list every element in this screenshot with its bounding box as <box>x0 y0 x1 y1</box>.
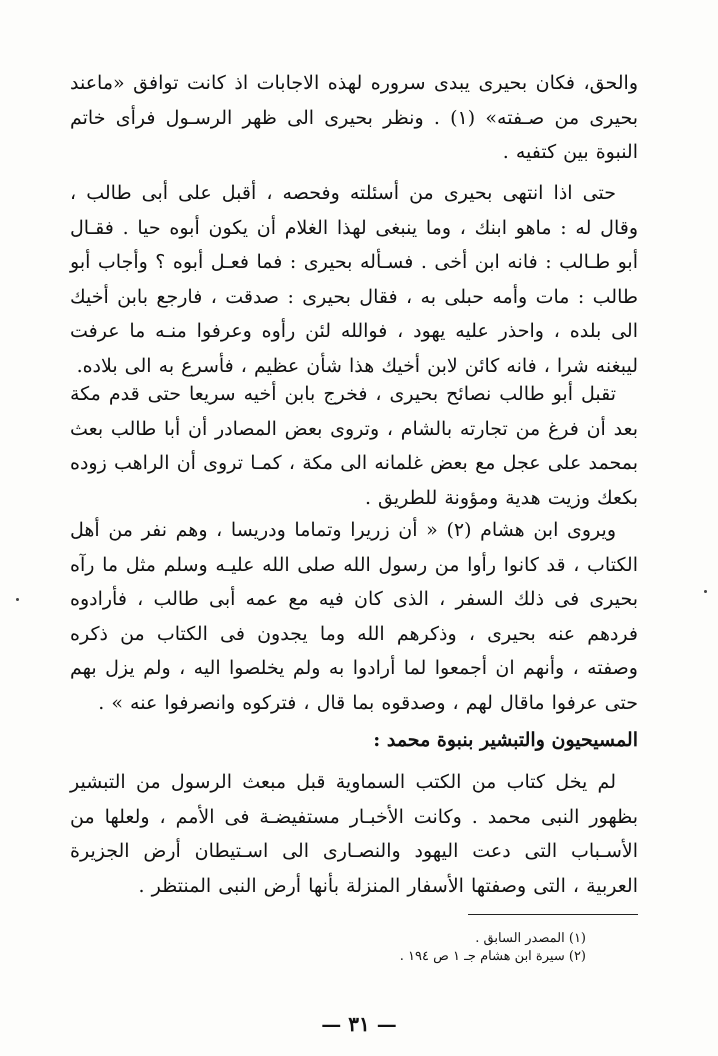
paragraph-5-text: لم يخل كتاب من الكتب السماوية قبل مبعث الرسول من التبشير بظهور النبى محمد . وكانت الأخبـار مستفيضـة فى الأمم ، ولعلها من الأسـباب التى دعت اليهود والنصـارى الى اسـتيطان أرض الجزيرة العربية ، التى وصفتها الأسفار المنزلة بأنها أرض النبى المنتظر . <box>70 771 638 897</box>
scan-speck <box>704 590 707 593</box>
footnote-divider <box>468 914 638 915</box>
paragraph-2 <box>70 176 638 384</box>
paragraph-3 <box>70 377 638 515</box>
paragraph-1: والحق، فكان بحيرى يبدى سروره لهذه الاجابات اذ كانت توافق «ماعند بحيرى من صـفته» (١) . ونظر بحيرى الى ظهر الرسـول فرأى خاتم النبوة بين كتفيه . <box>70 72 638 164</box>
page-number: — ٣١ — <box>321 1012 397 1036</box>
footnote-2: (٢) سيرة ابن هشام جـ ١ ص ١٩٤ . <box>399 949 586 964</box>
paragraph-3-text: تقبل أبو طالب نصائح بحيرى ، فخرج بابن أخيه سريعا حتى قدم مكة بعد أن فرغ من تجارته بالشام ، وتروى بعض المصادر أن أبا طالب بعث بمحمد على عجل مع بعض غلمانه الى مكة ، كمـا تروى أن الراهب زوده بكعك وزيت هدية ومؤونة للطريق . <box>70 383 638 509</box>
scan-speck <box>16 598 19 601</box>
footnotes <box>70 930 638 966</box>
section-heading: المسيحيون والتبشير بنبوة محمد : <box>373 729 638 751</box>
footnote-1: (١) المصدر السابق . <box>475 931 586 946</box>
paragraph-4 <box>70 513 638 721</box>
paragraph-5 <box>70 765 638 903</box>
paragraph-4-text: ويروى ابن هشام (٢) « أن زريرا وتماما ودريسا ، وهم نفر من أهل الكتاب ، قد كانوا رأوا من رسول الله صلى الله عليـه وسلم مثل ما رآه بحيرى فى ذلك السفر ، الذى كان فيه مع عمه أبى طالب ، فأرادوه فردهم عنه بحيرى ، وذكرهم الله وما يجدون فى الكتاب من ذكره وصفته ، وأنهم ان أجمعوا لما أرادوا به ولم يخلصوا اليه ، ولم يزل بهم حتى عرفوا ماقال لهم ، وصدقوه بما قال ، فتركوه وانصرفوا عنه » . <box>70 519 638 714</box>
paragraph-2-text: حتى اذا انتهى بحيرى من أسئلته وفحصه ، أقبل على أبى طالب ، وقال له : ماهو ابنك ، وما ينبغى لهذا الغلام أن يكون أبوه حيا . فقـال أبو طـالب : فانه ابن أخى . فسـأله بحيرى : فما فعـل أبوه ؟ وأجاب أبو طالب : مات وأمه حبلى به ، فقال بحيرى : صدقت ، فارجع بابن أخيك الى بلده ، واحذر عليه يهود ، فوالله لئن رأوه وعرفوا منـه ما عرفت ليبغنه شرا ، فانه كائن لابن أخيك هذا شأن عظيم ، فأسرع به الى بلاده. <box>70 182 638 377</box>
